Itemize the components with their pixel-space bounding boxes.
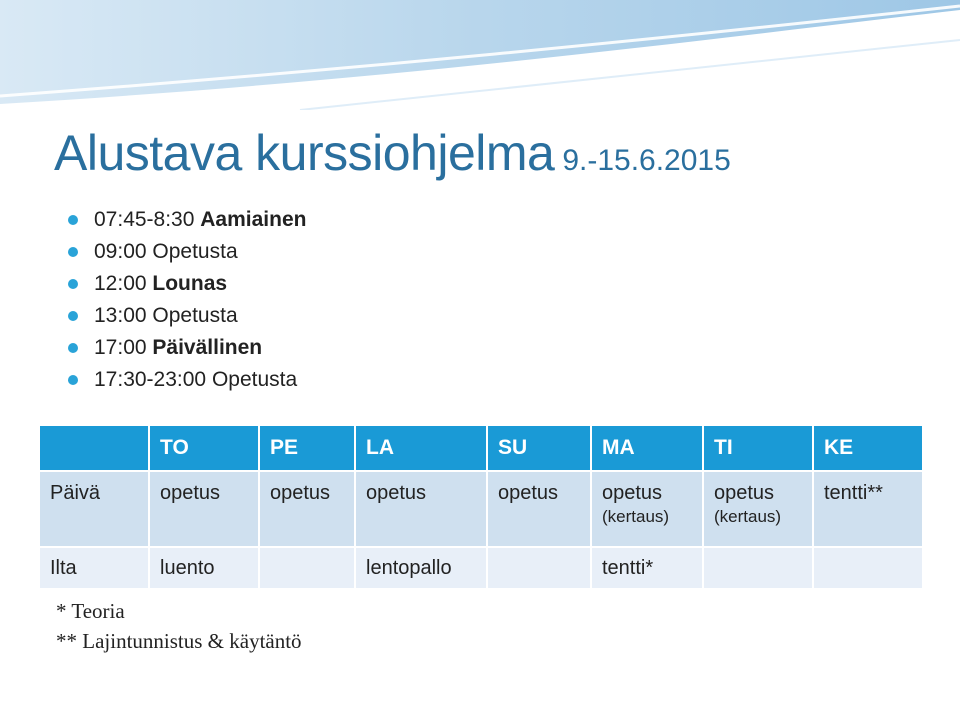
agenda-activity: Opetusta [211,368,298,391]
table-cell [355,471,487,547]
bullet-icon [68,215,78,225]
bullet-icon [68,343,78,353]
table-row [39,471,923,547]
table-cell [149,471,259,547]
schedule-table [38,424,924,590]
table-cell [259,471,355,547]
table-cell [355,547,487,589]
agenda-activity: Päivällinen [152,336,263,359]
day-header: KE [813,425,923,471]
table-cell [487,547,591,589]
bullet-icon [68,311,78,321]
table-cell [813,471,923,547]
decorative-banner [0,0,960,110]
daily-agenda [68,204,306,396]
day-header: MA [591,425,703,471]
bullet-icon [68,375,78,385]
bullet-icon [68,247,78,257]
footnote: ** Lajintunnistus & käytäntö [56,629,302,653]
agenda-activity: Aamiainen [200,208,307,231]
cell-text: opetus [714,482,775,504]
title-date: 9.-15.6.2015 [562,144,731,177]
day-header: TO [149,425,259,471]
table-cell [487,471,591,547]
agenda-item [68,268,306,300]
day-header: TI [703,425,813,471]
table-cell [149,547,259,589]
header-corner [39,425,149,471]
agenda-time: 13:00 [94,304,147,327]
cell-text: luento [160,556,215,579]
cell-text: tentti** [824,482,883,504]
row-label: Päivä [39,471,149,547]
day-header: LA [355,425,487,471]
agenda-time: 17:30-23:00 [94,368,207,391]
agenda-activity: Opetusta [152,304,238,327]
row-label: Ilta [39,547,149,589]
cell-subtext: (kertaus) [602,507,670,526]
cell-text: opetus [366,482,427,504]
table-cell [591,471,703,547]
cell-text: opetus [602,482,663,504]
agenda-time: 07:45-8:30 [94,208,195,231]
agenda-item [68,204,306,236]
day-header: SU [487,425,591,471]
cell-text: opetus [498,482,559,504]
bullet-icon [68,279,78,289]
cell-text: lentopallo [366,556,452,579]
table-cell [703,471,813,547]
day-header: PE [259,425,355,471]
cell-text: opetus [270,482,331,504]
agenda-item [68,364,306,396]
table-cell [259,547,355,589]
agenda-item [68,332,306,364]
agenda-activity: Lounas [152,272,228,295]
table-row [39,547,923,589]
agenda-item [68,236,306,268]
agenda-activity: Opetusta [152,240,238,263]
table-cell [703,547,813,589]
cell-text: tentti* [602,556,654,579]
title-main: Alustava kurssiohjelma [54,125,555,181]
agenda-time: 17:00 [94,336,147,359]
agenda-item [68,300,306,332]
agenda-time: 09:00 [94,240,147,263]
cell-text: opetus [160,482,221,504]
table-cell [813,547,923,589]
cell-subtext: (kertaus) [714,507,782,526]
table-header-row [39,425,923,471]
page-title [54,124,731,182]
agenda-time: 12:00 [94,272,147,295]
table-cell [591,547,703,589]
footnotes [56,596,302,656]
footnote: * Teoria [56,599,125,623]
